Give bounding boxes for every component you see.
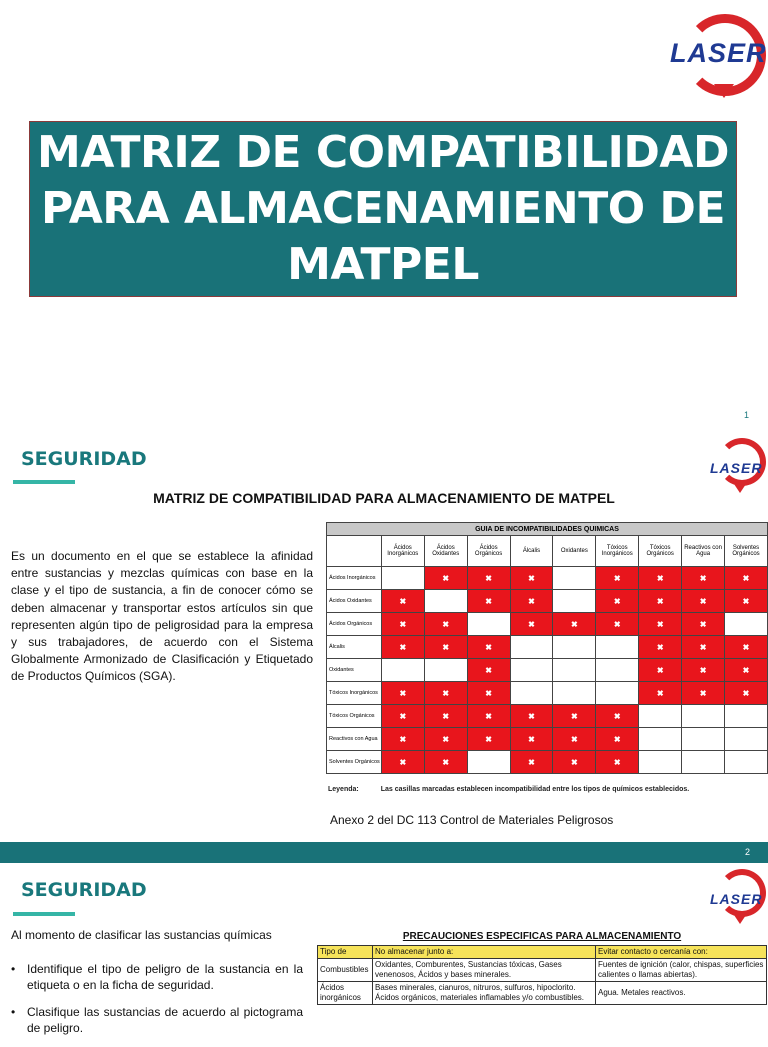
incompatible-cell bbox=[596, 567, 639, 590]
incompatible-cell bbox=[510, 567, 553, 590]
section-label: SEGURIDAD bbox=[21, 448, 147, 470]
cross-icon: ✖ bbox=[399, 734, 407, 744]
incompatible-cell bbox=[424, 613, 467, 636]
table-cell: Bases minerales, cianuros, nitruros, sulfuros, hipoclorito. Ácidos orgánicos, materiales inflamables y/o combustibles. bbox=[373, 982, 596, 1005]
cross-icon: ✖ bbox=[528, 619, 535, 629]
incompatible-cell bbox=[596, 590, 639, 613]
matrix-row-header: Oxidantes bbox=[327, 659, 382, 682]
annex-reference: Anexo 2 del DC 113 Control de Materiales Peligrosos bbox=[330, 813, 614, 827]
cross-icon: ✖ bbox=[399, 619, 407, 629]
cross-icon: ✖ bbox=[528, 573, 535, 583]
cross-icon: ✖ bbox=[571, 757, 578, 767]
compatible-cell bbox=[639, 751, 682, 774]
precautions-table bbox=[317, 945, 767, 1005]
body-text: Es un documento en el que se establece la afinidad entre sustancias y mezclas químicas con base en la clase y el tipo de sustancia, a fin de conocer cómo se deben almacenar y transportar estos artículos sin que representen algún tipo de peligrosidad para la empresa y sus trabajadores, de acuerdo con el Sistema Globalmente Armonizado de Clasificación y Etiquetado de Productos Químicos (SGA). bbox=[11, 549, 313, 684]
incompatible-cell bbox=[467, 636, 510, 659]
matrix-row bbox=[327, 567, 768, 590]
cross-icon: ✖ bbox=[442, 619, 450, 629]
matrix-caption: GUIA DE INCOMPATIBILIDADES QUIMICAS bbox=[327, 523, 768, 536]
incompatible-cell bbox=[553, 613, 596, 636]
incompatible-cell bbox=[725, 567, 768, 590]
intro-text: Al momento de clasificar las sustancias químicas bbox=[11, 928, 272, 942]
incompatible-cell bbox=[725, 682, 768, 705]
matrix-column-header: Solventes Orgánicos bbox=[725, 536, 768, 567]
incompatible-cell bbox=[639, 682, 682, 705]
incompatible-cell bbox=[682, 636, 725, 659]
incompatible-cell bbox=[467, 682, 510, 705]
incompatible-cell bbox=[596, 728, 639, 751]
incompatible-cell bbox=[682, 567, 725, 590]
table-cell: Combustibles bbox=[318, 959, 373, 982]
cross-icon: ✖ bbox=[742, 688, 750, 698]
incompatible-cell bbox=[381, 751, 424, 774]
cross-icon: ✖ bbox=[613, 573, 621, 583]
list-item: • Identifique el tipo de peligro de la sustancia en la etiqueta o en la ficha de seguridad. bbox=[11, 961, 303, 993]
incompatible-cell bbox=[424, 567, 467, 590]
incompatible-cell bbox=[682, 590, 725, 613]
cross-icon: ✖ bbox=[613, 596, 621, 606]
cross-icon: ✖ bbox=[485, 573, 492, 583]
table-row bbox=[318, 959, 767, 982]
page-number: 1 bbox=[744, 410, 750, 420]
cross-icon: ✖ bbox=[528, 596, 535, 606]
compatible-cell bbox=[467, 613, 510, 636]
cross-icon: ✖ bbox=[571, 711, 578, 721]
cross-icon: ✖ bbox=[528, 757, 535, 767]
incompatible-cell bbox=[467, 705, 510, 728]
cross-icon: ✖ bbox=[699, 619, 707, 629]
compatible-cell bbox=[424, 590, 467, 613]
table-cell: Fuentes de ignición (calor, chispas, superficies calientes o llamas abiertas). bbox=[596, 959, 767, 982]
incompatible-cell bbox=[596, 613, 639, 636]
table-cell: Oxidantes, Comburentes, Sustancias tóxicas, Gases venenosos, Ácidos y bases minerales. bbox=[373, 959, 596, 982]
cross-icon: ✖ bbox=[613, 734, 621, 744]
cross-icon: ✖ bbox=[613, 757, 621, 767]
header-cell: No almacenar junto a: bbox=[373, 946, 596, 959]
matrix-row-header: Ácidos Orgánicos bbox=[327, 613, 382, 636]
matrix-column-header: Álcalis bbox=[510, 536, 553, 567]
cross-icon: ✖ bbox=[571, 734, 578, 744]
cross-icon: ✖ bbox=[742, 573, 750, 583]
slide-1 bbox=[0, 0, 768, 430]
laser-logo bbox=[666, 14, 766, 100]
header-cell: Tipo de bbox=[318, 946, 373, 959]
matrix-column-header: Ácidos Inorgánicos bbox=[381, 536, 424, 567]
section-underline bbox=[13, 912, 75, 916]
matrix-row bbox=[327, 751, 768, 774]
incompatible-cell bbox=[510, 705, 553, 728]
compatible-cell bbox=[553, 590, 596, 613]
compatible-cell bbox=[553, 567, 596, 590]
legend-text: Las casillas marcadas establecen incompatibilidad entre los tipos de químicos establecidos. bbox=[380, 786, 690, 793]
cross-icon: ✖ bbox=[656, 642, 664, 652]
compatible-cell bbox=[553, 636, 596, 659]
matrix-row-header: Reactivos con Agua bbox=[327, 728, 382, 751]
incompatible-cell bbox=[725, 590, 768, 613]
incompatible-cell bbox=[381, 728, 424, 751]
incompatible-cell bbox=[682, 659, 725, 682]
matrix-column-header: Tóxicos Orgánicos bbox=[639, 536, 682, 567]
cross-icon: ✖ bbox=[742, 642, 750, 652]
cross-icon: ✖ bbox=[442, 688, 450, 698]
incompatible-cell bbox=[596, 705, 639, 728]
incompatible-cell bbox=[467, 659, 510, 682]
page-title bbox=[37, 125, 729, 293]
cross-icon: ✖ bbox=[442, 757, 450, 767]
incompatible-cell bbox=[424, 728, 467, 751]
matrix-row bbox=[327, 659, 768, 682]
incompatible-cell bbox=[381, 613, 424, 636]
table-cell: Ácidos inorgánicos bbox=[318, 982, 373, 1005]
legend-label: Leyenda: bbox=[328, 786, 359, 793]
matrix-row bbox=[327, 590, 768, 613]
matrix-row bbox=[327, 636, 768, 659]
incompatible-cell bbox=[639, 636, 682, 659]
cross-icon: ✖ bbox=[613, 619, 621, 629]
matrix-column-header: Oxidantes bbox=[553, 536, 596, 567]
laser-logo bbox=[706, 438, 768, 494]
slide-title: MATRIZ DE COMPATIBILIDAD PARA ALMACENAMIENTO DE MATPEL bbox=[153, 490, 615, 506]
cross-icon: ✖ bbox=[442, 711, 450, 721]
compatible-cell bbox=[639, 705, 682, 728]
cross-icon: ✖ bbox=[399, 757, 407, 767]
compatible-cell bbox=[510, 682, 553, 705]
cross-icon: ✖ bbox=[699, 688, 707, 698]
cross-icon: ✖ bbox=[742, 596, 750, 606]
cross-icon: ✖ bbox=[399, 596, 407, 606]
logo-arrow-icon bbox=[734, 915, 746, 924]
matrix-row-header: Ácidos Inorgánicos bbox=[327, 567, 382, 590]
incompatible-cell bbox=[424, 705, 467, 728]
legend bbox=[328, 786, 689, 793]
matrix-row-header: Tóxicos Orgánicos bbox=[327, 705, 382, 728]
matrix-column-header: Ácidos Oxidantes bbox=[424, 536, 467, 567]
incompatible-cell bbox=[424, 751, 467, 774]
list-item: • Clasifique las sustancias de acuerdo al pictograma de peligro. bbox=[11, 1004, 303, 1036]
compatible-cell bbox=[725, 728, 768, 751]
cross-icon: ✖ bbox=[528, 734, 535, 744]
matrix-column-header: Tóxicos Inorgánicos bbox=[596, 536, 639, 567]
incompatible-cell bbox=[424, 682, 467, 705]
logo-arrow-icon bbox=[714, 84, 734, 98]
compatible-cell bbox=[381, 567, 424, 590]
cross-icon: ✖ bbox=[699, 665, 707, 675]
cross-icon: ✖ bbox=[528, 711, 535, 721]
compatible-cell bbox=[467, 751, 510, 774]
cross-icon: ✖ bbox=[399, 711, 407, 721]
compatible-cell bbox=[725, 751, 768, 774]
incompatible-cell bbox=[467, 728, 510, 751]
cross-icon: ✖ bbox=[656, 619, 664, 629]
cross-icon: ✖ bbox=[742, 665, 750, 675]
logo-text: LASER bbox=[670, 38, 767, 68]
compatible-cell bbox=[682, 751, 725, 774]
cross-icon: ✖ bbox=[699, 596, 707, 606]
title-line-1: MATRIZ DE COMPATIBILIDAD bbox=[37, 127, 729, 178]
incompatible-cell bbox=[510, 590, 553, 613]
compatible-cell bbox=[682, 728, 725, 751]
compatible-cell bbox=[725, 613, 768, 636]
cross-icon: ✖ bbox=[399, 642, 407, 652]
cross-icon: ✖ bbox=[442, 642, 450, 652]
matrix-row bbox=[327, 705, 768, 728]
incompatible-cell bbox=[725, 659, 768, 682]
incompatibility-matrix bbox=[326, 522, 768, 774]
compatible-cell bbox=[553, 682, 596, 705]
compatible-cell bbox=[424, 659, 467, 682]
cross-icon: ✖ bbox=[656, 688, 664, 698]
cross-icon: ✖ bbox=[699, 642, 707, 652]
compatible-cell bbox=[725, 705, 768, 728]
cross-icon: ✖ bbox=[485, 734, 492, 744]
incompatible-cell bbox=[725, 636, 768, 659]
incompatible-cell bbox=[424, 636, 467, 659]
cross-icon: ✖ bbox=[485, 688, 492, 698]
compatible-cell bbox=[596, 636, 639, 659]
compatible-cell bbox=[682, 705, 725, 728]
incompatible-cell bbox=[639, 590, 682, 613]
incompatible-cell bbox=[553, 705, 596, 728]
logo-text: LASER bbox=[710, 460, 763, 476]
bullet-list bbox=[11, 961, 303, 1047]
slide-divider bbox=[0, 842, 768, 863]
incompatible-cell bbox=[467, 567, 510, 590]
incompatible-cell bbox=[510, 613, 553, 636]
incompatible-cell bbox=[682, 682, 725, 705]
cross-icon: ✖ bbox=[485, 665, 492, 675]
incompatible-cell bbox=[381, 636, 424, 659]
slide-2 bbox=[0, 432, 768, 842]
incompatible-cell bbox=[381, 705, 424, 728]
title-line-2: PARA ALMACENAMIENTO DE bbox=[40, 183, 726, 234]
incompatible-cell bbox=[510, 728, 553, 751]
incompatible-cell bbox=[510, 751, 553, 774]
incompatible-cell bbox=[596, 751, 639, 774]
incompatible-cell bbox=[639, 613, 682, 636]
section-underline bbox=[13, 480, 75, 484]
incompatible-cell bbox=[553, 728, 596, 751]
cross-icon: ✖ bbox=[442, 734, 450, 744]
cross-icon: ✖ bbox=[656, 665, 664, 675]
incompatible-cell bbox=[553, 751, 596, 774]
slide-3 bbox=[0, 863, 768, 1035]
matrix-row-header: Tóxicos Inorgánicos bbox=[327, 682, 382, 705]
cross-icon: ✖ bbox=[442, 573, 450, 583]
table-cell: Agua. Metales reactivos. bbox=[596, 982, 767, 1005]
matrix-row-header: Ácidos Oxidantes bbox=[327, 590, 382, 613]
incompatible-cell bbox=[467, 590, 510, 613]
incompatible-cell bbox=[381, 590, 424, 613]
matrix-column-header: Ácidos Orgánicos bbox=[467, 536, 510, 567]
laser-logo bbox=[706, 869, 768, 925]
section-label: SEGURIDAD bbox=[21, 879, 147, 901]
matrix-row-header: Solventes Orgánicos bbox=[327, 751, 382, 774]
matrix-column-header: Reactivos con Agua bbox=[682, 536, 725, 567]
compatible-cell bbox=[510, 636, 553, 659]
matrix-row bbox=[327, 728, 768, 751]
precautions-title: PRECAUCIONES ESPECIFICAS PARA ALMACENAMIENTO bbox=[402, 931, 682, 942]
logo-text: LASER bbox=[710, 891, 763, 907]
header-cell: Evitar contacto o cercanía con: bbox=[596, 946, 767, 959]
cross-icon: ✖ bbox=[699, 573, 707, 583]
incompatible-cell bbox=[639, 567, 682, 590]
cross-icon: ✖ bbox=[485, 642, 492, 652]
cross-icon: ✖ bbox=[656, 573, 664, 583]
compatible-cell bbox=[553, 659, 596, 682]
page-number: 2 bbox=[744, 847, 750, 857]
compatible-cell bbox=[510, 659, 553, 682]
cross-icon: ✖ bbox=[485, 596, 492, 606]
matrix-corner bbox=[327, 536, 382, 567]
title-banner bbox=[29, 121, 737, 297]
compatible-cell bbox=[381, 659, 424, 682]
incompatible-cell bbox=[639, 659, 682, 682]
cross-icon: ✖ bbox=[613, 711, 621, 721]
matrix-row bbox=[327, 613, 768, 636]
table-row bbox=[318, 982, 767, 1005]
compatible-cell bbox=[596, 682, 639, 705]
title-line-3: MATPEL bbox=[287, 239, 479, 290]
matrix-row-header: Álcalis bbox=[327, 636, 382, 659]
cross-icon: ✖ bbox=[656, 596, 664, 606]
cross-icon: ✖ bbox=[571, 619, 578, 629]
incompatible-cell bbox=[381, 682, 424, 705]
cross-icon: ✖ bbox=[485, 711, 492, 721]
table-header-row bbox=[318, 946, 767, 959]
incompatible-cell bbox=[682, 613, 725, 636]
matrix-row bbox=[327, 682, 768, 705]
cross-icon: ✖ bbox=[399, 688, 407, 698]
compatible-cell bbox=[596, 659, 639, 682]
compatible-cell bbox=[639, 728, 682, 751]
